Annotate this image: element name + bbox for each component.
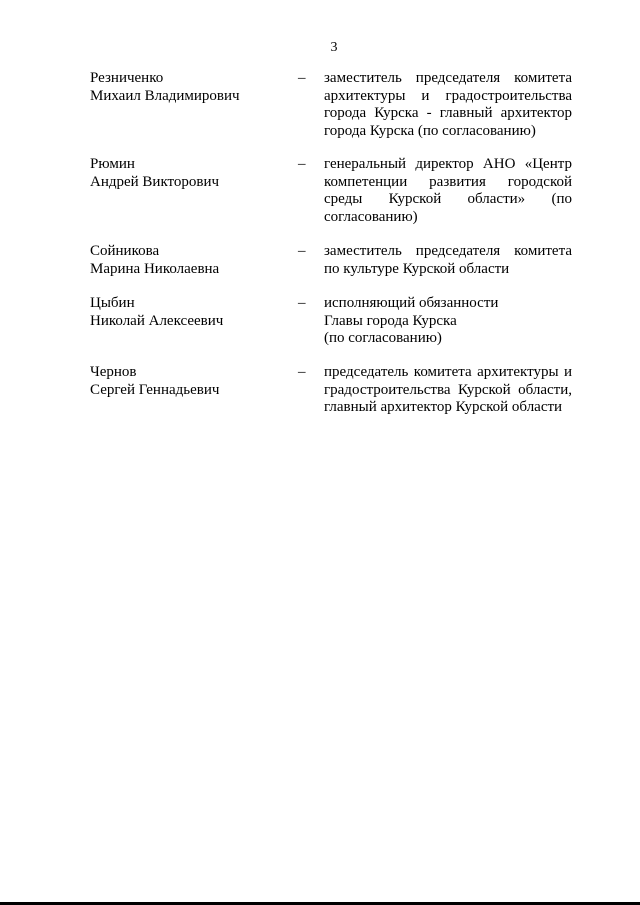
dash-separator: – — [298, 364, 306, 380]
role-line: исполняющий обязанности — [324, 295, 499, 311]
member-name — [90, 243, 280, 278]
role-line: заместитель председателя комитета — [324, 243, 572, 259]
member-given-name: Сергей Геннадьевич — [90, 381, 220, 398]
dash-separator: – — [298, 70, 306, 86]
member-surname: Цыбин — [90, 295, 135, 311]
member-surname: Сойникова — [90, 243, 160, 259]
role-line: компетенции развития городской — [324, 173, 572, 190]
dash-separator: – — [298, 295, 306, 311]
member-role — [324, 295, 572, 348]
member-given-name: Марина Николаевна — [90, 260, 220, 277]
role-line: градостроительства Курской области, — [324, 381, 572, 398]
member-name — [90, 156, 280, 191]
member-role — [324, 243, 572, 278]
role-line: заместитель председателя комитета — [324, 70, 572, 86]
role-line: председатель комитета архитектуры и — [324, 364, 572, 380]
role-line: Главы города Курска — [324, 312, 457, 329]
member-role — [324, 70, 572, 140]
member-role — [324, 156, 572, 226]
dash-separator: – — [298, 156, 306, 172]
role-line: архитектуры и градостроительства — [324, 87, 572, 104]
member-name — [90, 295, 280, 330]
member-surname: Чернов — [90, 364, 137, 380]
dash-separator: – — [298, 243, 306, 259]
member-surname: Резниченко — [90, 70, 164, 86]
member-given-name: Николай Алексеевич — [90, 312, 224, 329]
role-line: города Курска - главный архитектор — [324, 105, 572, 121]
member-given-name: Михаил Владимирович — [90, 87, 240, 104]
role-line: среды Курской области» (по — [324, 191, 572, 207]
member-name — [90, 364, 280, 399]
role-line: согласованию) — [324, 208, 418, 225]
member-name — [90, 70, 280, 105]
member-role — [324, 364, 572, 417]
role-line: по культуре Курской области — [324, 260, 510, 277]
role-line: главный архитектор Курской области — [324, 399, 563, 415]
role-line: города Курска (по согласованию) — [324, 122, 536, 139]
role-line: генеральный директор АНО «Центр — [324, 156, 572, 172]
member-surname: Рюмин — [90, 156, 135, 172]
member-given-name: Андрей Викторович — [90, 173, 220, 190]
role-line: (по согласованию) — [324, 330, 442, 346]
page-number: 3 — [330, 40, 338, 55]
